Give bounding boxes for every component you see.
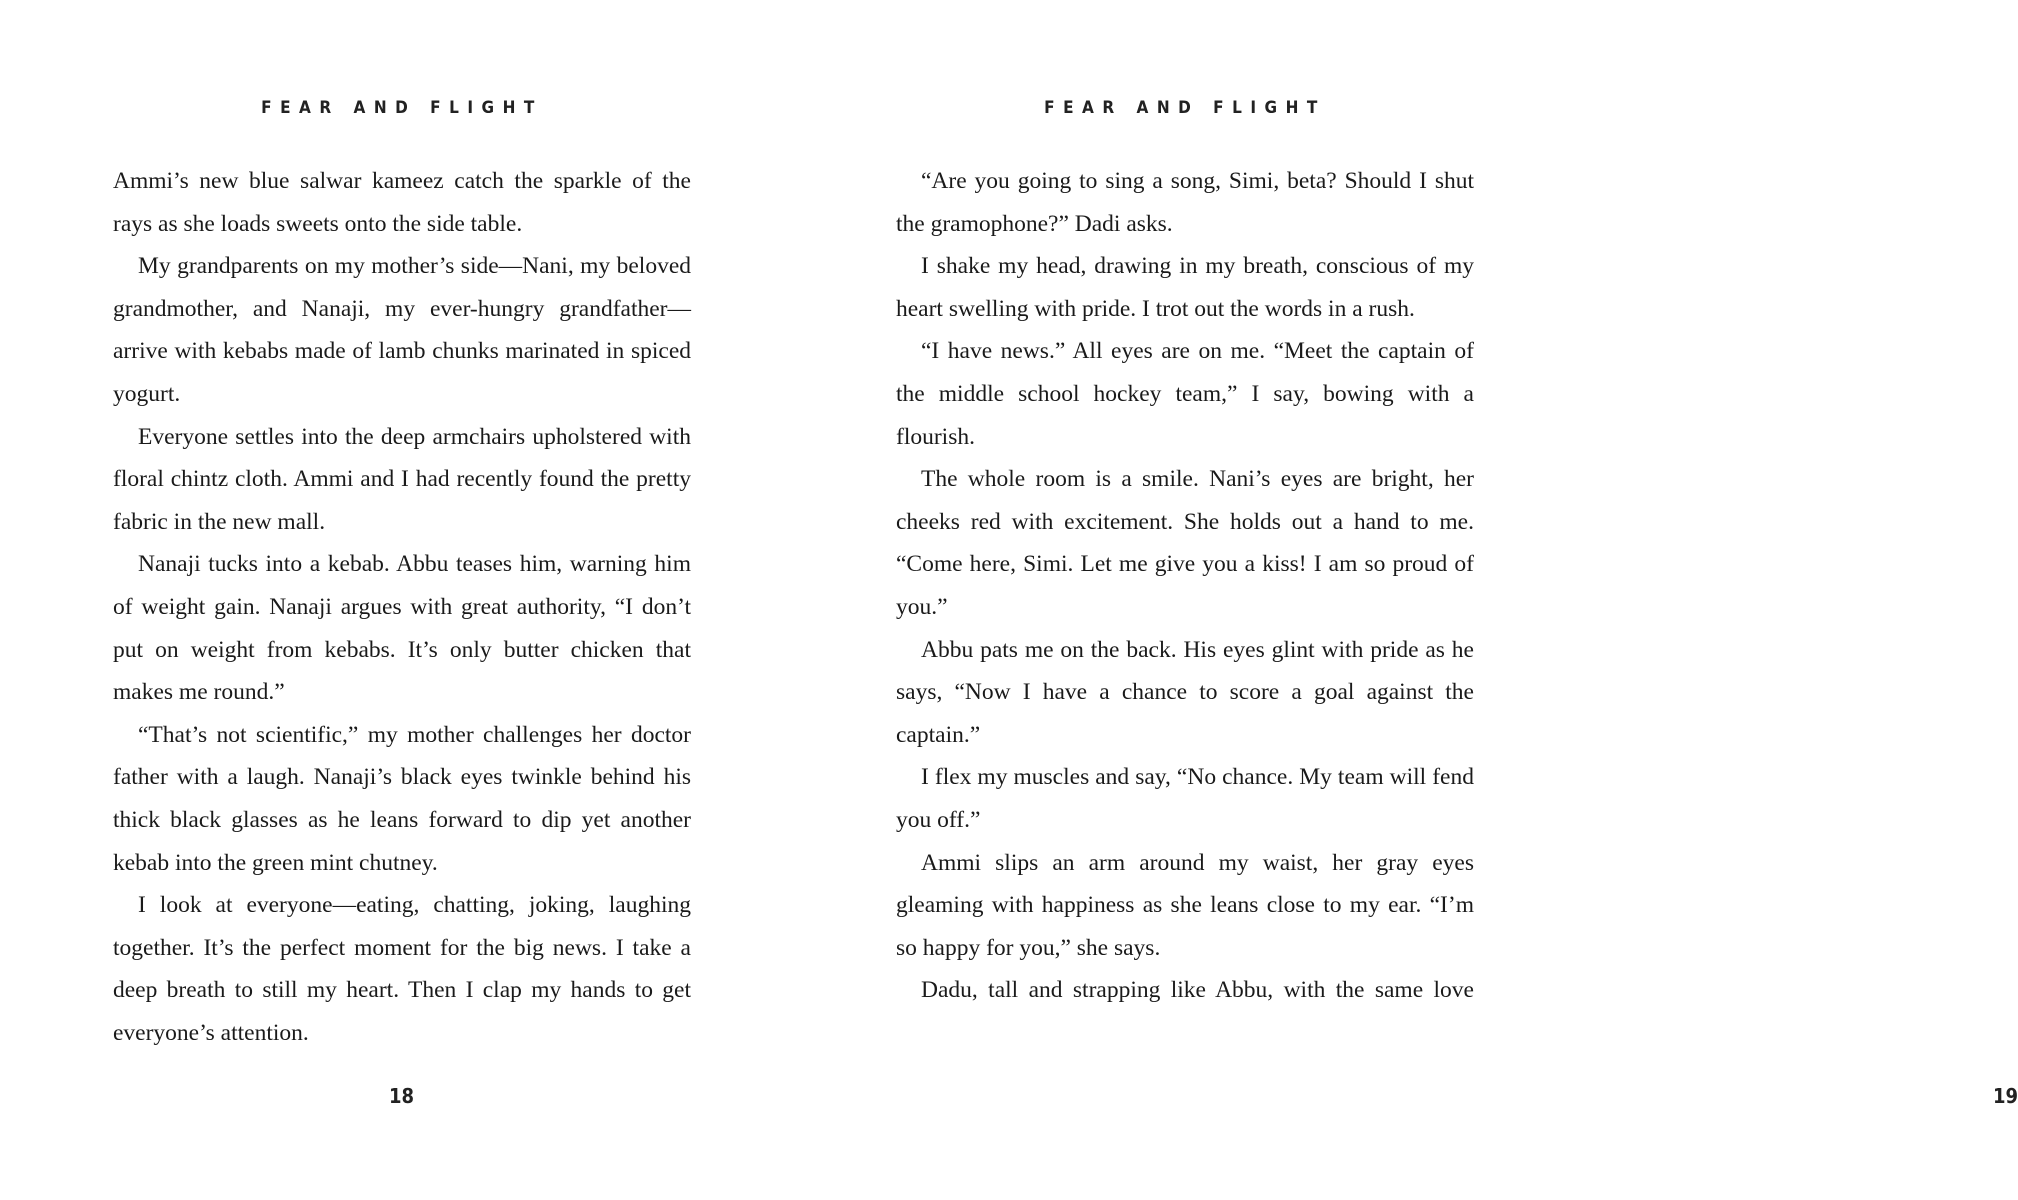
paragraph: Abbu pats me on the back. His eyes glint with pride as he says, “Now I have a chance to score a goal against the captain.” <box>896 636 1474 748</box>
body-text <box>113 160 691 1054</box>
body-text <box>896 160 1474 1012</box>
page-number: 18 <box>389 1084 415 1108</box>
paragraph: I flex my muscles and say, “No chance. My team will fend you off.” <box>896 764 1474 833</box>
paragraph: The whole room is a smile. Nani’s eyes are bright, her cheeks red with excitement. She holds out a hand to me. “Come here, Simi. Let me give you a kiss! I am so proud of you.” <box>896 466 1474 620</box>
running-head: FEAR AND FLIGHT <box>261 98 543 118</box>
paragraph: Dadu, tall and strapping like Abbu, with the same love <box>921 977 1474 1004</box>
paragraph: Everyone settles into the deep armchairs upholstered with floral chintz cloth. Ammi and I had recently found the pretty fabric in the new mall. <box>113 423 691 535</box>
paragraph: I shake my head, drawing in my breath, conscious of my heart swelling with pride. I trot out the words in a rush. <box>896 253 1474 322</box>
page-number: 19 <box>1993 1084 2018 1108</box>
paragraph: “That’s not scientific,” my mother challenges her doctor father with a laugh. Nanaji’s black eyes twinkle behind his thick black glasses as he leans forward to dip yet another kebab into the green mint chutney. <box>113 721 691 876</box>
paragraph: Nanaji tucks into a kebab. Abbu teases him, warning him of weight gain. Nanaji argues with great authority, “I don’t put on weight from kebabs. It’s only butter chicken that makes me round.” <box>113 551 691 706</box>
running-head: FEAR AND FLIGHT <box>1044 98 1326 118</box>
left-page <box>0 0 800 1200</box>
paragraph: “I have news.” All eyes are on me. “Meet the captain of the middle school hockey team,” I say, bowing with a flourish. <box>896 338 1474 450</box>
paragraph: My grandparents on my mother’s side—Nani, my beloved grandmother, and Nanaji, my ever-hungry grandfather—arrive with kebabs made of lamb chunks marinated in spiced yogurt. <box>113 253 691 407</box>
paragraph: Ammi’s new blue salwar kameez catch the sparkle of the rays as she loads sweets onto the side table. <box>113 168 691 237</box>
paragraph: “Are you going to sing a song, Simi, beta? Should I shut the gramophone?” Dadi asks. <box>896 168 1474 237</box>
right-page <box>800 0 2018 1200</box>
paragraph: I look at everyone—eating, chatting, joking, laughing together. It’s the perfect moment for the big news. I take a deep breath to still my heart. Then I clap my hands to get everyone’s attention. <box>113 892 691 1046</box>
paragraph: Ammi slips an arm around my waist, her gray eyes gleaming with happiness as she leans close to my ear. “I’m so happy for you,” she says. <box>896 849 1474 961</box>
